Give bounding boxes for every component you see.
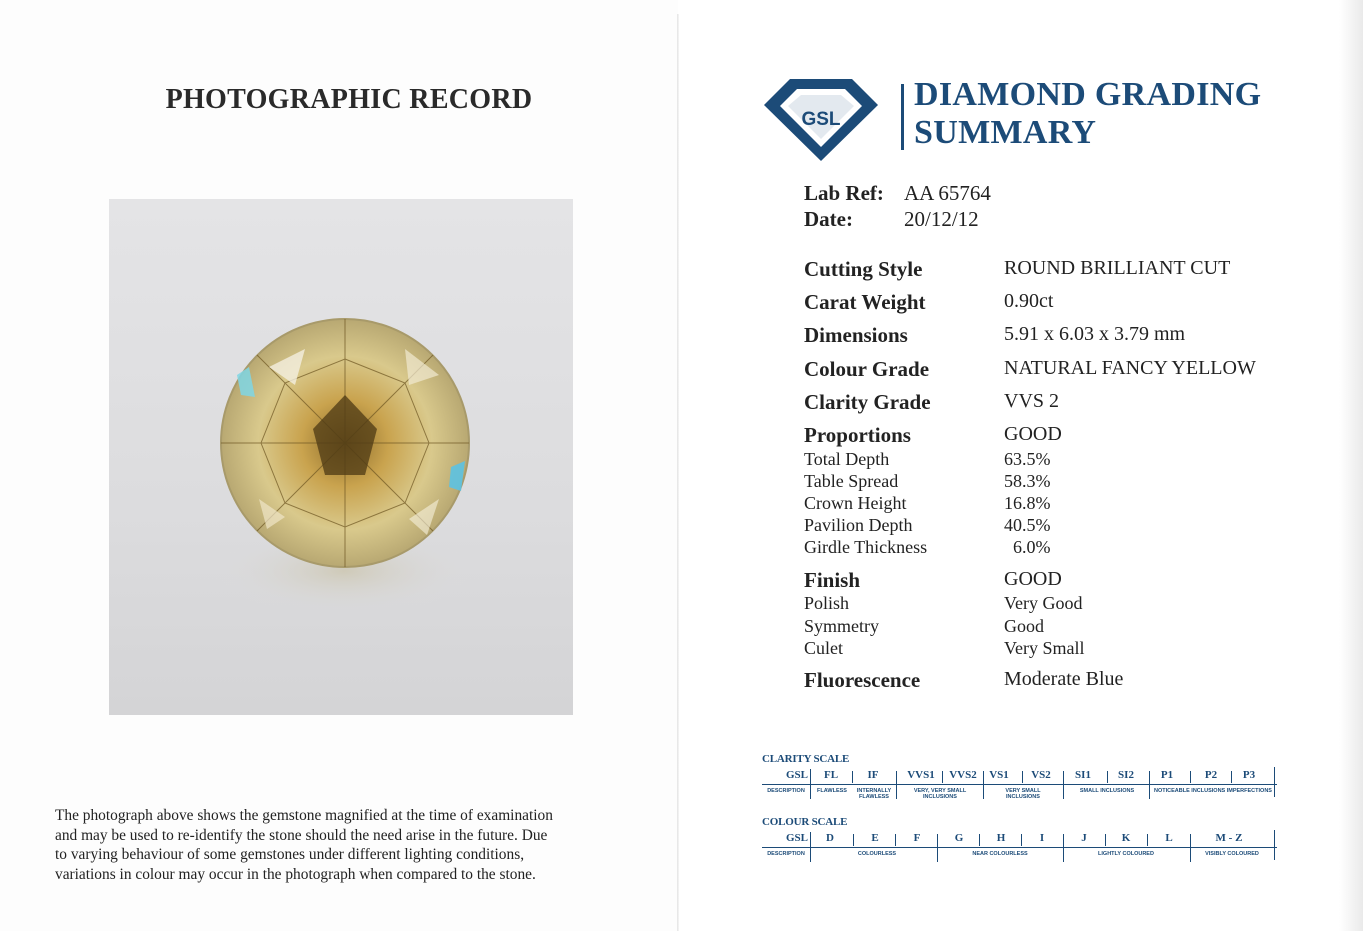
- scale-divider: [983, 771, 984, 799]
- cutting-style-label: Cutting Style: [804, 257, 923, 281]
- finish-label: Finish: [804, 568, 861, 592]
- crown-height-label: Crown Height: [804, 493, 907, 513]
- colour-desc: NEAR COLOURLESS: [972, 851, 1028, 857]
- colour-grade-label: Colour Grade: [804, 357, 930, 381]
- title-line: SUMMARY: [914, 114, 1097, 151]
- colour-scale-title: COLOUR SCALE: [762, 816, 848, 828]
- proportions-value: GOOD: [1004, 423, 1062, 445]
- colour-grade: J: [1081, 832, 1087, 844]
- page-edge-shadow: [1339, 0, 1363, 931]
- clarity-scale: [762, 767, 1277, 799]
- gemstone-photo: [109, 199, 573, 715]
- colour-scale: [762, 830, 1277, 862]
- clarity-grade: SI1: [1075, 769, 1091, 781]
- photo-caption: [55, 806, 615, 884]
- clarity-desc: VERY SMALL INCLUSIONS: [1005, 788, 1041, 800]
- culet-label: Culet: [804, 638, 843, 658]
- carat-weight-label: Carat Weight: [804, 290, 926, 314]
- symmetry-label: Symmetry: [804, 616, 879, 636]
- colour-grade: L: [1165, 832, 1173, 844]
- colour-grade: D: [826, 832, 834, 844]
- clarity-grade: FL: [823, 769, 839, 781]
- diamond-image: [109, 199, 573, 715]
- colour-grade: G: [954, 832, 964, 844]
- scale-divider: [1022, 771, 1023, 783]
- lab-ref-value: AA 65764: [904, 181, 991, 205]
- photographic-record-page: [0, 0, 678, 931]
- scale-divider: [937, 834, 938, 862]
- colour-grade: I: [1039, 832, 1045, 844]
- colour-grade: F: [913, 832, 921, 844]
- colour-grade-value: NATURAL FANCY YELLOW: [1004, 357, 1256, 379]
- clarity-grade: VVS1: [907, 769, 935, 781]
- scale-divider: [895, 834, 896, 846]
- clarity-desc-head: DESCRIPTION: [767, 788, 805, 794]
- clarity-grade: P3: [1242, 769, 1256, 781]
- caption-line: variations in colour may occur in the photograph when compared to the stone.: [55, 865, 536, 883]
- date-value: 20/12/12: [904, 207, 979, 231]
- colour-desc: COLOURLESS: [857, 851, 897, 857]
- scale-divider: [1190, 834, 1191, 862]
- clarity-grade: P1: [1160, 769, 1174, 781]
- clarity-grade: P2: [1204, 769, 1218, 781]
- clarity-grade: VS1: [989, 769, 1009, 781]
- scale-divider: [1105, 834, 1106, 846]
- caption-line: to varying behaviour of some gemstones under different lighting conditions,: [55, 846, 525, 863]
- clarity-grade-label: Clarity Grade: [804, 390, 931, 414]
- colour-grade: K: [1121, 832, 1131, 844]
- dimensions-value: 5.91 x 6.03 x 3.79 mm: [1004, 323, 1186, 345]
- crown-height-value: 16.8%: [1004, 493, 1051, 513]
- clarity-grade: SI2: [1118, 769, 1134, 781]
- clarity-head: GSL: [785, 769, 808, 781]
- carat-weight-value: 0.90ct: [1004, 290, 1054, 312]
- header-divider: [901, 84, 904, 150]
- colour-grade: E: [871, 832, 879, 844]
- scale-divider: [852, 771, 853, 783]
- scale-divider: [942, 771, 943, 783]
- colour-grade: M - Z: [1215, 832, 1243, 844]
- date-label: Date:: [804, 207, 853, 231]
- colour-grade: H: [996, 832, 1006, 844]
- caption-line: and may be used to re-identify the stone should the need arise in the future. Due: [55, 826, 548, 844]
- girdle-thickness-label: Girdle Thickness: [804, 537, 928, 557]
- lab-ref-label: Lab Ref:: [804, 181, 884, 205]
- clarity-desc: INTERNALLY FLAWLESS: [856, 788, 892, 800]
- proportions-label: Proportions: [804, 423, 911, 447]
- scale-divider: [810, 769, 811, 799]
- clarity-scale-title: CLARITY SCALE: [762, 753, 850, 765]
- clarity-desc: SMALL INCLUSIONS: [1079, 788, 1135, 794]
- scale-divider: [1021, 834, 1022, 846]
- culet-value: Very Small: [1004, 638, 1085, 658]
- cutting-style-value: ROUND BRILLIANT CUT: [1004, 257, 1231, 279]
- clarity-grade: IF: [867, 769, 879, 781]
- scale-divider: [810, 832, 811, 862]
- title-line: DIAMOND GRADING: [914, 76, 1262, 113]
- fluorescence-label: Fluorescence: [804, 668, 921, 692]
- table-spread-value: 58.3%: [1004, 471, 1051, 491]
- clarity-grade: VVS2: [949, 769, 977, 781]
- scale-divider: [853, 834, 854, 846]
- scale-divider: [1149, 771, 1150, 799]
- logo-text: GSL: [801, 109, 841, 130]
- scale-divider: [1231, 771, 1232, 783]
- clarity-desc: FLAWLESS: [817, 788, 847, 794]
- scale-divider: [1063, 834, 1064, 862]
- scale-divider: [1063, 771, 1064, 799]
- finish-value: GOOD: [1004, 568, 1062, 590]
- girdle-thickness-value: 6.0%: [1013, 537, 1051, 557]
- photographic-record-title: PHOTOGRAPHIC RECORD: [165, 84, 533, 115]
- polish-value: Very Good: [1004, 593, 1083, 613]
- clarity-grade-value: VVS 2: [1004, 390, 1060, 412]
- colour-head: GSL: [785, 832, 808, 844]
- scale-divider: [1107, 771, 1108, 783]
- pavilion-depth-value: 40.5%: [1004, 515, 1051, 535]
- polish-label: Polish: [804, 593, 850, 613]
- caption-line: The photograph above shows the gemstone magnified at the time of examination: [55, 807, 553, 824]
- fluorescence-value: Moderate Blue: [1004, 668, 1124, 690]
- total-depth-label: Total Depth: [804, 449, 890, 469]
- gsl-logo-icon: [760, 75, 882, 163]
- scale-divider: [1274, 767, 1275, 797]
- scale-divider: [1274, 830, 1275, 860]
- dimensions-label: Dimensions: [804, 323, 908, 347]
- colour-desc: LIGHTLY COLOURED: [1098, 851, 1154, 857]
- pavilion-depth-label: Pavilion Depth: [804, 515, 913, 535]
- scale-divider: [979, 834, 980, 846]
- diamond-grading-summary-title: [914, 76, 1261, 152]
- clarity-grade: VS2: [1031, 769, 1051, 781]
- scale-divider: [1190, 771, 1191, 783]
- clarity-desc: NOTICEABLE INCLUSIONS IMPERFECTIONS: [1154, 788, 1272, 794]
- clarity-desc: VERY, VERY SMALL INCLUSIONS: [913, 788, 967, 800]
- table-spread-label: Table Spread: [804, 471, 899, 491]
- colour-desc-head: DESCRIPTION: [767, 851, 805, 857]
- total-depth-value: 63.5%: [1004, 449, 1051, 469]
- scale-divider: [896, 771, 897, 799]
- scale-divider: [1147, 834, 1148, 846]
- colour-desc: VISIBLY COLOURED: [1205, 851, 1259, 857]
- symmetry-value: Good: [1004, 616, 1044, 636]
